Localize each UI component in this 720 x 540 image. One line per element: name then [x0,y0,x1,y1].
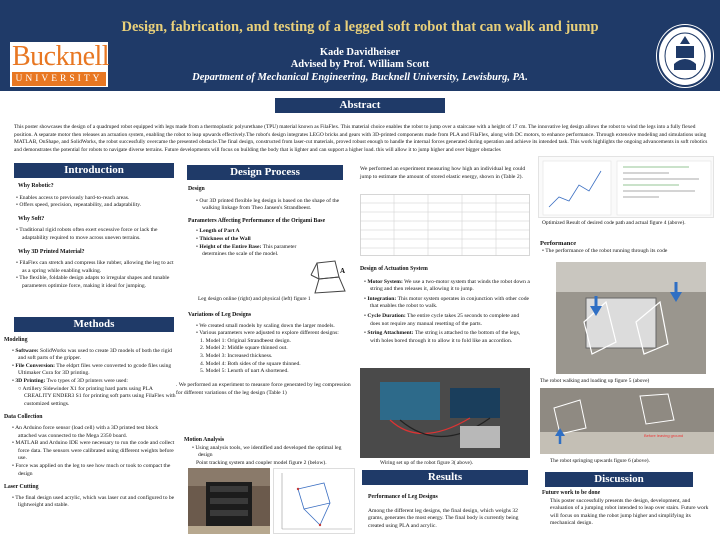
logo-sub: UNIVERSITY [12,72,106,86]
introduction-body [14,183,177,291]
poster-title: Design, fabrication, and testing of a legged soft robot that can walk and jump [121,19,599,35]
robot-springing-photo [540,388,714,454]
laser-item: • The final design used acrylic, which was laser cut and configured to be lightweight and stable. [12,494,175,509]
intro-q2-item: • Traditional rigid robots often exert excessive force or lack the adaptability required to move across uneven terrains. [16,227,158,241]
wiring-caption: Wiring set up of the robot figure 3( above). [380,460,474,466]
university-seal-icon [656,24,714,88]
data-item: • Force was applied on the leg to see how much or took to compact the design [12,462,171,477]
future-work-text: This poster successfully presents the design, development, and evaluation of a jumping robot intended to leap over stairs. Future work will focus on making the robot jump higher and simplifying its mechanical design. [550,497,709,527]
actuation-heading: Design of Actuation System [360,266,428,272]
data-item: • MATLAB and Arduino IDE were necessary to run the code and collect force data. The sensors were calibrated using different weights before use. [12,440,175,462]
performance-heading: Performance [540,240,577,247]
abstract-text: This poster showcases the design of a quadruped robot equipped with legs made from a thermoplastic polyurethane (TPU) material known as FilaFlex. This material choice enables the robot to jump over a staircase with a height of 17 cm. The innovative leg design allows the robot to wind the legs into a fully flexed position. A separate motor then releases an actuation system, enabling the robot to leap upwards effectively.The robot's design integrates LEGO bricks and gears with 3D-printed components made from PLA and FilaFlex, along with DC motors, to enhance performance. Through extensive modeling and simulations using MATLAB, OnShape, and SolidWorks, the robot successfully overcame the presented obstacle.The final design, constructed from laser-cut materials, proved robust enough to handle the internal forces generated during operation and achieve its intended task. This work highlights the ongoing advancements in soft robotics and demonstrates the potential for robots to navigate diverse terrains. Future developments will focus on building the body that is lighter and can support a higher load. this will allow it to jump higher and over bigger obstacles [14,124,708,153]
actuation-item: • String Attachment: The string is attached to the bottom of the legs, with holes bored through it to allow it to fold like an accordion. [364,330,521,344]
intro-q3: Why 3D Printed Material? [18,248,85,255]
point-tracking-plot [273,468,355,534]
matlab-caption: Optimized Result of desired code path and actual figure 4 (above). [542,220,686,226]
model-item: 2. Model 2: Middle square thinned out. [200,345,288,352]
method-item: • 3D Printing: Two types of 3D printers were used: [12,377,128,384]
methods-heading: Methods [14,317,174,332]
bucknell-logo [10,42,108,87]
abstract-heading: Abstract [275,98,445,113]
springing-caption: The robot springing upwards figure 6 (above). [550,458,650,464]
intro-q3-item: • FilaFlex can stretch and compress like rubber, allowing the leg to act as a spring while enabling walking. [16,260,174,274]
data-collection-heading: Data Collection [4,414,43,421]
motion-tail: Point tracking system and coupler model figure 2 (below). [196,459,327,466]
before-leaving-label: Before leaving ground [644,433,684,438]
wiring-photo [360,368,530,458]
walking-caption: The robot walking and loading up figure 5 (above) [540,378,650,384]
energy-text: We performed an experiment measuring how high an individual leg could jump to estimate the amount of stored elastic energy, shown in (Table 2). [360,166,526,180]
results-subheading: Performance of Leg Designs [368,494,438,500]
model-label: A [340,267,346,275]
param-item: • Thickness of the Wall [196,235,251,242]
robot-leg-photo [188,468,270,534]
variations-body [188,312,356,372]
results-body [368,494,530,530]
model-item: 5. Model 5: Length of part A shortened. [200,368,289,373]
method-item: • File Conversion: The eldprt files were converted to gcode files using Ultimaker Cura for 3D printing. [12,362,172,377]
param-item: • Length of Part A [196,228,240,235]
introduction-heading: Introduction [14,163,174,178]
model-item: 3. Model 3: Increased thickness. [200,352,273,359]
laser-cutting-heading: Laser Cutting [4,484,39,491]
advisor-name: Advised by Prof. William Scott [290,59,430,70]
leg-model-image [305,255,357,297]
motion-body [184,437,356,467]
model-item: 1. Model 1: Original Strandbeest design. [200,337,291,344]
design-subheading: Design [188,186,205,192]
design-item: • Our 3D printed flexible leg design is based on the shape of the walking linkage from Theo Jansen's Strandbeest. [196,197,340,212]
robot-walking-photo [556,262,706,374]
data-item: • An Arduino force sensor (load cell) with a 3D printed test block attached was connected to the Mega 2350 board. [12,424,159,439]
intro-q1-item: • Enables access to previously hard-to-reach areas. [16,194,130,201]
actuation-item: • Cycle Duration: The entire cycle takes 25 seconds to complete and does not require any manual resetting of the parts. [364,312,520,327]
methods-body [4,337,176,510]
motion-item: • Using analysis tools, we identified and developed the optimal leg design [192,444,342,459]
actuation-item: • Integration: This motor system operates in conjunction with other code that enables the robot to walk. [364,295,529,310]
intro-q3-item: • The flexible, foldable design adapts to irregular shapes and tunable parameters optimize force, making it ideal for jumping. [16,275,170,289]
department: Department of Mechanical Engineering, Bucknell University, Lewisburg, PA. [192,72,528,83]
author-name: Kade Davidheiser [319,47,401,58]
future-work-heading: Future work to be done [542,490,601,496]
params-heading: Parameters Affecting Performance of the Origami Base [188,217,326,224]
variation-item: • Various parameters were adjusted to explore different designs: [196,330,339,337]
method-subitem: ○ Artillery Sidewinder X1 for printing hard parts using PLA CREALITY ENDER3 S1 for printing soft parts using FilaFlex with customized settings. [18,385,176,407]
performance-body [540,240,714,255]
variations-heading: Variations of Leg Designs [188,312,252,318]
results-text: Among the different leg designs, the final design, which weighs 32 grams, generates the most energy. The final body is currently being created using PLA and acrylic. [368,507,519,529]
modeling-heading: Modeling [4,337,28,343]
intro-q1: Why Robotic? [18,183,54,189]
discussion-body [542,490,714,528]
motion-heading: Motion Analysis [184,437,225,443]
performance-item: • The performance of the robot running through its code [542,247,668,254]
leg-design-caption: Leg design online (right) and physical (left) figure 1 [198,296,311,302]
intro-q2: Why Soft? [18,215,45,222]
energy-table [360,194,530,256]
actuation-body [360,266,530,348]
results-heading: Results [362,470,528,485]
model-item: 4. Model 4: Both sides of the square thinned. [200,360,301,367]
intro-q1-item: • Offers speed, precision, repeatability, and adaptability. [16,202,142,209]
matlab-result-image [538,156,714,218]
variation-item: • We created small models by scaling down the larger models. [196,322,335,329]
discussion-heading: Discussion [545,472,693,487]
param-item: • Height of the Entire Base: This parameter determines the scale of the model. [196,243,297,258]
experiment-text: . We performed an experiment to measure force generated by leg compression for different variations of the leg design (Table 1) [176,382,351,396]
method-item: • Software: SolidWorks was used to create 3D models of both the rigid and soft parts of the gripper. [12,347,172,362]
logo-name: Bucknell [12,41,110,72]
design-process-heading: Design Process [187,165,343,180]
actuation-item: • Motor System: We use a two-motor system that winds the robot down a string and then releases it, allowing it to jump. [364,278,530,293]
design-body [188,186,356,259]
